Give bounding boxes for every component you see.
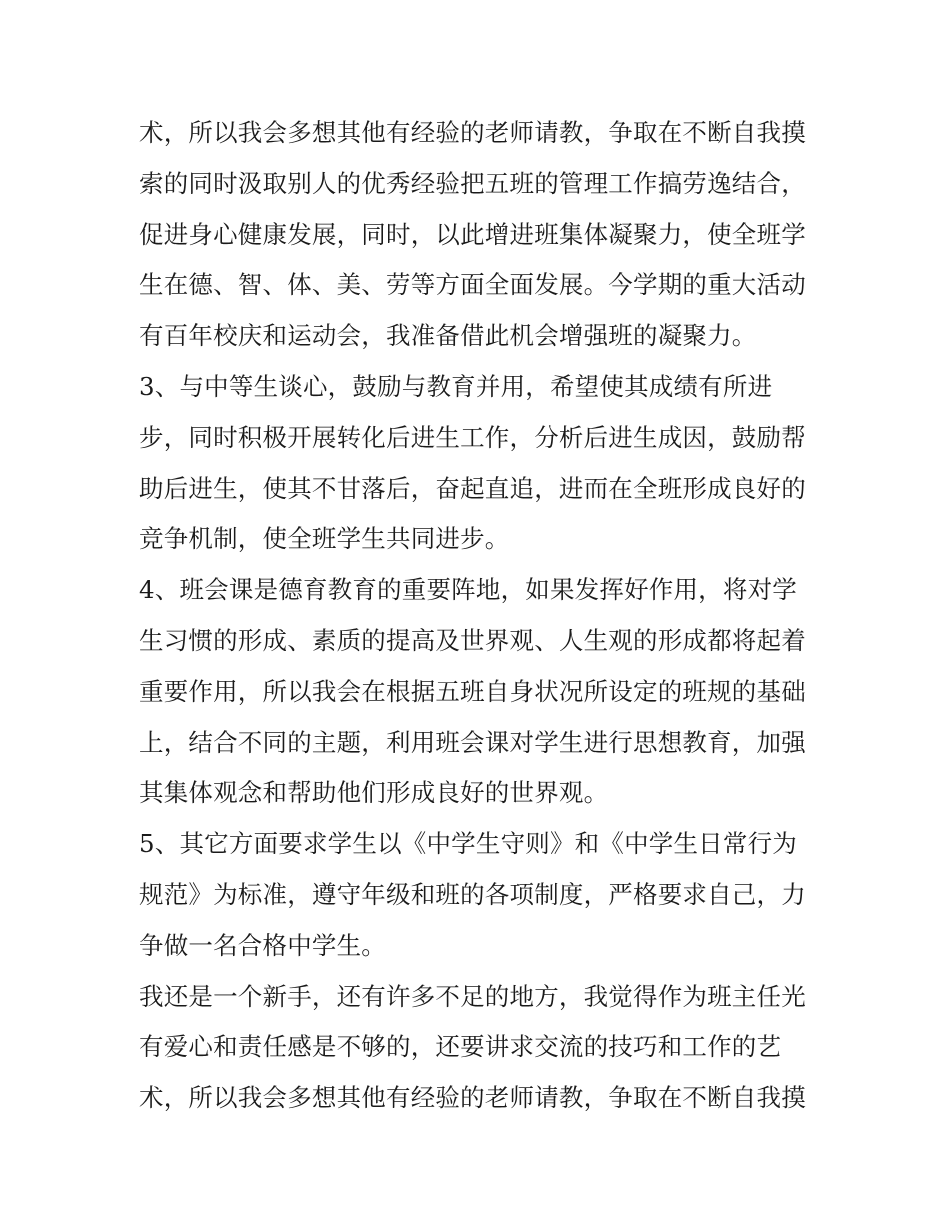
- text-line-1: 术，所以我会多想其他有经验的老师请教，争取在不断自我摸: [139, 118, 806, 147]
- text-line-8: 助后进生，使其不甘落后，奋起直追，进而在全班形成良好的: [139, 473, 806, 503]
- text-line-5: 有百年校庆和运动会，我准备借此机会增强班的凝聚力。: [139, 321, 757, 351]
- text-line-17: 争做一名合格中学生。: [139, 930, 386, 960]
- text-line-15: 5、其它方面要求学生以《中学生守则》和《中学生日常行为: [139, 829, 797, 859]
- text-line-7: 步，同时积极开展转化后进生工作，分析后进生成因，鼓励帮: [139, 422, 806, 452]
- text-line-18: 我还是一个新手，还有许多不足的地方，我觉得作为班主任光: [139, 981, 806, 1011]
- document-body: [139, 108, 819, 1124]
- text-line-3: 促进身心健康发展，同时，以此增进班集体凝聚力，使全班学: [139, 219, 806, 249]
- text-line-10: 4、班会课是德育教育的重要阵地，如果发挥好作用，将对学: [139, 575, 797, 605]
- text-line-14: 其集体观念和帮助他们形成良好的世界观。: [139, 778, 609, 808]
- text-line-11: 生习惯的形成、素质的提高及世界观、人生观的形成都将起着: [139, 625, 806, 655]
- text-line-13: 上，结合不同的主题，利用班会课对学生进行思想教育，加强: [139, 727, 806, 757]
- text-line-12: 重要作用，所以我会在根据五班自身状况所设定的班规的基础: [139, 676, 806, 706]
- text-line-6: 3、与中等生谈心，鼓励与教育并用，希望使其成绩有所进: [139, 371, 773, 401]
- text-line-20: 术，所以我会多想其他有经验的老师请教，争取在不断自我摸: [139, 1083, 806, 1113]
- text-line-2: 索的同时汲取别人的优秀经验把五班的管理工作搞劳逸结合，: [139, 168, 806, 198]
- text-line-4: 生在德、智、体、美、劳等方面全面发展。今学期的重大活动: [139, 270, 806, 300]
- text-line-9: 竞争机制，使全班学生共同进步。: [139, 524, 510, 554]
- text-line-16: 规范》为标准，遵守年级和班的各项制度，严格要求自己，力: [139, 879, 806, 909]
- text-line-19: 有爱心和责任感是不够的，还要讲求交流的技巧和工作的艺: [139, 1032, 782, 1062]
